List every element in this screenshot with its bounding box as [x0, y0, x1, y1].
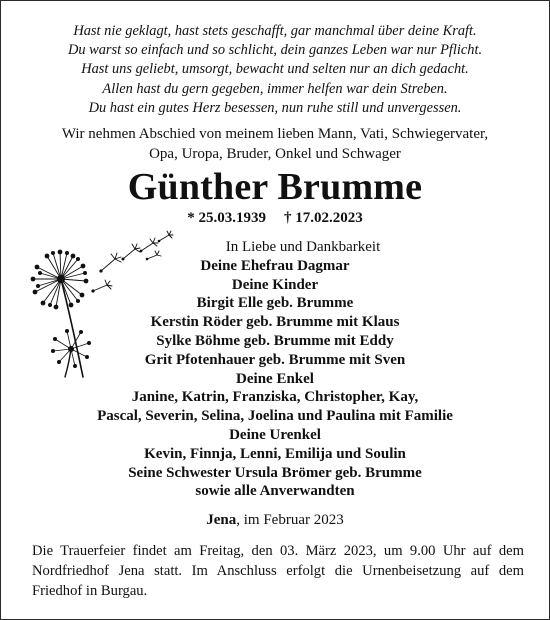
poem — [1, 22, 549, 118]
place-and-date — [1, 510, 549, 530]
poem-line: Du hast ein gutes Herz besessen, nun ruhe still und unvergessen. — [88, 99, 462, 116]
intro-line: Wir nehmen Abschied von meinem lieben Mann, Vati, Schwiegervater, — [61, 126, 489, 142]
place-city: Jena — [206, 512, 237, 528]
deceased-name: Günther Brumme — [127, 166, 423, 208]
mourner-line: Deine Ehefrau Dagmar — [200, 257, 350, 274]
poem-line: Hast nie geklagt, hast stets geschafft, gar manchmal über deine Kraft. — [73, 23, 477, 39]
mourner-line: Deine Enkel — [236, 370, 314, 387]
life-dates — [1, 208, 549, 228]
intro-line: Opa, Uropa, Bruder, Onkel und Schwager — [149, 146, 401, 162]
mourner-line: Pascal, Severin, Selina, Joelina und Paulina mit Familie — [97, 408, 453, 425]
poem-line: Allen hast du gern gegeben, immer helfen war dein Streben. — [102, 80, 448, 97]
mourner-line: Sylke Böhme geb. Brumme mit Eddy — [156, 332, 394, 349]
mourner-line: Deine Urenkel — [229, 426, 321, 443]
mourner-line: sowie alle Anverwandten — [195, 483, 355, 500]
funeral-info: Die Trauerfeier findet am Freitag, den 03. März 2023, um 9.00 Uhr auf dem Nordfriedhof Jena statt. Im Anschluss erfolgt die Urnenbeisetzung auf dem Friedhof in Burgau. — [32, 543, 524, 599]
poem-line: Du warst so einfach und so schlicht, dein ganzes Leben war nur Pflicht. — [67, 42, 483, 59]
poem-line: Hast uns geliebt, umsorgt, bewacht und selten nur an dich gedacht. — [81, 61, 469, 78]
mourner-line: Janine, Katrin, Franziska, Christopher, Kay, — [131, 389, 419, 406]
mourner-line: Kerstin Röder geb. Brumme mit Klaus — [150, 314, 400, 331]
mourner-line: Seine Schwester Ursula Brömer geb. Brumme — [128, 464, 422, 481]
farewell-intro — [1, 124, 549, 164]
mourners-lead: In Liebe und Dankbarkeit — [225, 239, 381, 255]
mourners-list — [1, 238, 549, 501]
mourner-line: Birgit Elle geb. Brumme — [196, 295, 354, 312]
death-date: † 17.02.2023 — [284, 210, 363, 226]
mourner-line: Grit Pfotenhauer geb. Brumme mit Sven — [144, 351, 406, 368]
mourner-line: Deine Kinder — [231, 276, 319, 293]
place-date: , im Februar 2023 — [236, 512, 344, 528]
birth-date: * 25.03.1939 — [187, 210, 266, 226]
mourner-line: Kevin, Finnja, Lenni, Emilija und Soulin — [144, 445, 406, 462]
